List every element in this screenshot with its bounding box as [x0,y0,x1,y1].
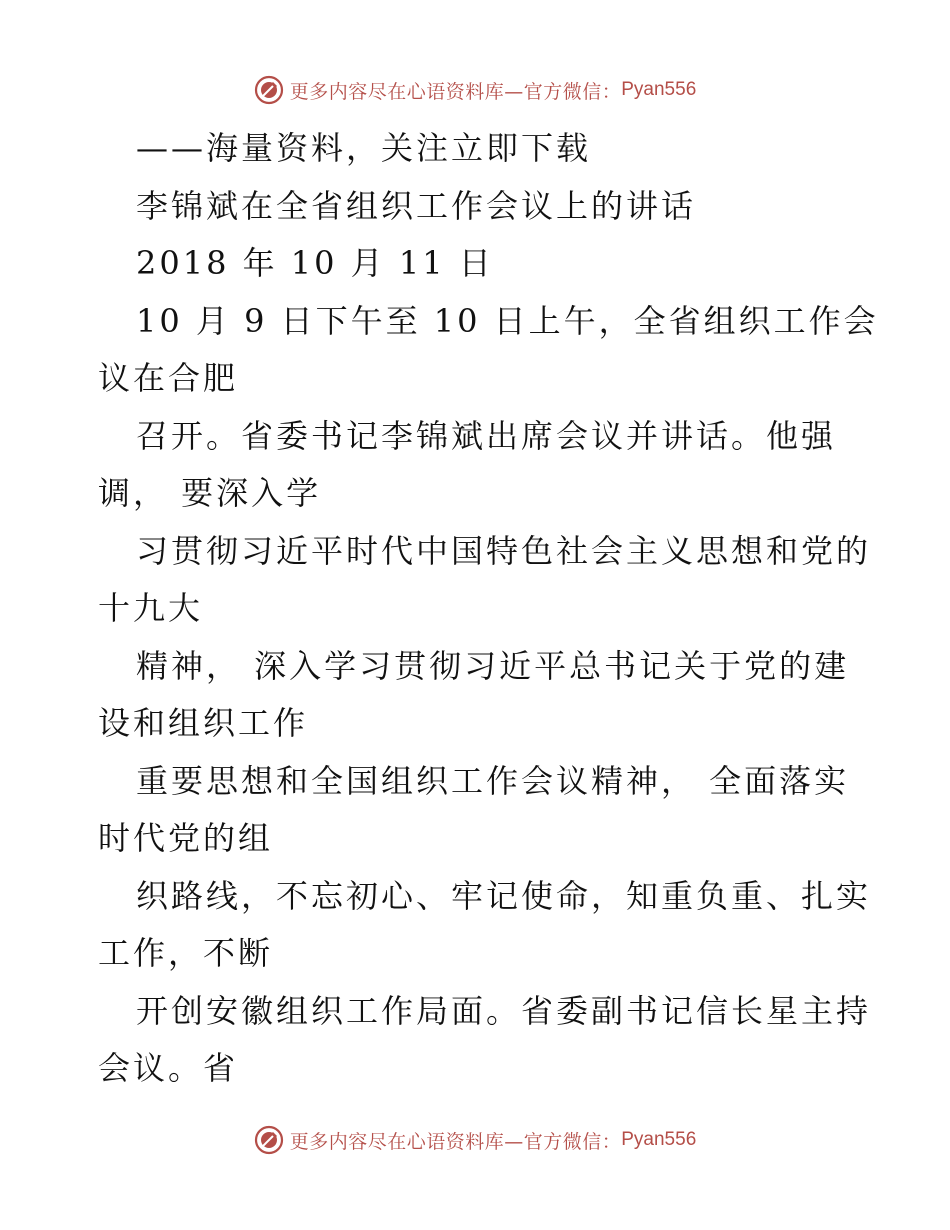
text-line: 2018 年 10 月 11 日 [136,244,494,282]
text-line: 李锦斌在全省组织工作会议上的讲话 [136,186,697,225]
pen-seal-icon [254,75,284,105]
text-line: 开创安徽组织工作局面。省委副书记信长星主持 [136,991,872,1030]
text-line: 十九大 [98,589,204,627]
text-line: 时代党的组 [98,819,274,857]
text-line: 召开。省委书记李锦斌出席会议并讲话。他强 [136,416,837,455]
pen-seal-icon [254,1125,284,1155]
watermark-handle: Pyan556 [621,1129,697,1150]
text-line: 重要思想和全国组织工作会议精神， 全面落实 [136,761,850,800]
footer-watermark [0,1120,950,1160]
watermark-text: 更多内容尽在心语资料库—官方微信： [289,80,622,103]
watermark-handle: Pyan556 [621,79,697,100]
document-body [98,120,879,1098]
text-line: 习贯彻习近平时代中国特色社会主义思想和党的 [136,531,872,570]
text-line: 设和组织工作 [98,704,309,742]
text-line: ——海量资料，关注立即下载 [136,129,592,167]
text-line: 织路线，不忘初心、牢记使命，知重负重、扎实 [136,876,872,915]
text-line: 精神， 深入学习贯彻习近平总书记关于党的建 [136,646,850,685]
text-line: 议在合肥 [98,359,239,397]
watermark-text: 更多内容尽在心语资料库—官方微信： [289,1130,622,1153]
header-watermark [0,70,950,110]
text-line: 会议。省 [98,1049,239,1087]
text-line: 调， 要深入学 [98,474,322,512]
text-line: 工作，不断 [98,934,274,972]
text-line: 10 月 9 日下午至 10 日上午，全省组织工作会 [136,301,879,340]
